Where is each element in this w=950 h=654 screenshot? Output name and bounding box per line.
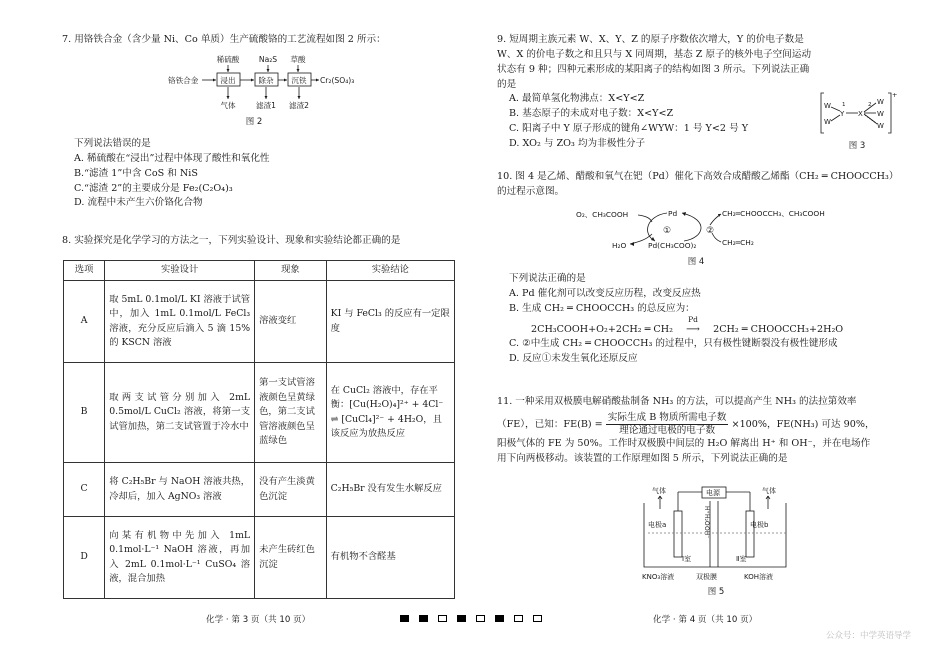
equation-arrow: ⟶ [686, 323, 700, 335]
cycle-right-bottom: CH₂═CH₂ [722, 238, 754, 247]
step-2: 除杂 [258, 76, 274, 85]
q7-stem: 7. 用铬铁合金（含少量 Ni、Co 单质）生产硫酸铬的工艺流程如图 2 所示： [62, 34, 386, 45]
output-2: 滤渣1 [255, 101, 277, 110]
q7-option-c[interactable]: C.“滤渣 2”的主要成分是 Fe₂(C₂O₄)₃ [74, 182, 233, 194]
q7-flowchart [168, 53, 368, 123]
row-b-option: B [64, 363, 105, 463]
gas-left-label: 气体 [652, 487, 666, 495]
water-label: H₂O [703, 514, 710, 526]
mark-filled [495, 615, 504, 622]
cycle-in-top: O₂、CH₃COOH [576, 210, 629, 219]
q10-option-c[interactable]: C. ②中生成 CH₂ ═ CHOOCCH₃ 的过程中，只有极性键断裂没有极性键形成 [509, 338, 838, 350]
label-1: 1 [842, 102, 846, 108]
equation-catalyst: Pd [688, 314, 698, 324]
q11-fe-tail: ×100%，FE(NH₃) 可达 90%， [731, 418, 875, 430]
row-a-design: 取 5mL 0.1mol/L KI 溶液于试管中，加入 1mL 0.1mol/L FeCl₃ 溶液，充分反应后滴入 5 滴 15% 的 KSCN 溶液 [105, 281, 255, 363]
q11-fe-numerator: 实际生成 B 物质所需电子数 [607, 411, 727, 423]
row-a-conclusion: KI 与 FeCl₃ 的反应有一定限度 [326, 281, 454, 363]
q8-experiment-table [63, 260, 455, 599]
step-3: 沉铁 [291, 76, 307, 85]
header-conclusion: 实验结论 [326, 261, 454, 281]
atom-y-1: Y [840, 110, 845, 118]
table-header-row [64, 261, 455, 281]
table-row[interactable] [64, 463, 455, 517]
question-11 [497, 395, 907, 467]
header-design: 实验设计 [105, 261, 255, 281]
row-d-conclusion: 有机物不含醛基 [326, 517, 454, 599]
q9-option-a[interactable]: A. 最简单氢化物沸点：X<Y<Z [509, 93, 645, 105]
question-8 [62, 234, 462, 249]
row-b-conclusion: 在 CuCl₂ 溶液中，存在平衡：[Cu(H₂O)₄]²⁺ + 4Cl⁻ ⇌ [CuCl₄]²⁻ + 4H₂O，且该反应为放热反应 [326, 363, 454, 463]
q11-stem: 11. 一种采用双极膜电解硝酸盐制备 NH₃ 的方法，可以提高产生 NH₃ 的法拉第效率 [497, 396, 857, 407]
table-row[interactable] [64, 281, 455, 363]
atom-w-4: W [877, 110, 884, 118]
q11-fe-denominator: 理论通过电极的电子数 [619, 424, 716, 436]
room-1-label: Ⅰ室 [682, 555, 692, 563]
q10-stem: 10. 图 4 是乙烯、醋酸和氧气在钯（Pd）催化下高效合成醋酸乙烯酯（CH₂ ═ CHOOCCH₃）的过程示意图。 [497, 171, 899, 197]
header-phenomenon: 现象 [255, 261, 327, 281]
mark-filled [419, 615, 428, 622]
gas-right-label: 气体 [762, 487, 776, 495]
atom-w-1: W [824, 102, 831, 110]
figure-2-caption: 图 2 [245, 117, 263, 127]
step-1: 浸出 [220, 76, 236, 85]
row-c-design: 将 C₂H₅Br 与 NaOH 溶液共热，冷却后，加入 AgNO₃ 溶液 [105, 463, 255, 517]
watermark: 公众号：中学英语导学 [826, 631, 912, 641]
q9-option-c[interactable]: C. 阳离子中 Y 原子形成的键角∠WYW：1 号 Y<2 号 Y [509, 123, 749, 135]
row-b-phenomenon: 第一支试管溶液颜色呈黄绿色，第二支试管溶液颜色呈蓝绿色 [255, 363, 327, 463]
mark-outline [514, 615, 523, 622]
atom-w-2: W [824, 118, 831, 126]
table-row[interactable] [64, 363, 455, 463]
mark-filled [457, 615, 466, 622]
ion-down-label: OH⁻ [703, 526, 710, 539]
q10-option-a[interactable]: A. Pd 催化剂可以改变反应历程，改变反应热 [509, 287, 701, 299]
row-d-design: 向某有机物中先加入 1mL 0.1mol·L⁻¹ NaOH 溶液，再加入 2mL 0.1mol·L⁻¹ CuSO₄ 溶液，混合加热 [105, 517, 255, 599]
figure-3-caption: 图 3 [848, 141, 866, 151]
row-d-phenomenon: 未产生砖红色沉淀 [255, 517, 327, 599]
label-2: 2 [868, 102, 872, 108]
solution-left-label: KNO₃溶液 [642, 573, 675, 581]
row-a-phenomenon: 溶液变红 [255, 281, 327, 363]
q8-stem: 8. 实验探究是化学学习的方法之一，下列实验设计、现象和实验结论都正确的是 [62, 235, 401, 246]
q10-option-d[interactable]: D. 反应①未发生氧化还原反应 [509, 353, 638, 365]
reagent-2: Na₂S [258, 55, 278, 64]
q11-electrolysis-cell [638, 485, 796, 585]
electrode-a-label: 电极a [648, 521, 667, 529]
row-a-option: A [64, 281, 105, 363]
atom-x: X [858, 110, 863, 118]
q11-fe-fraction [606, 412, 729, 437]
output-1: 气体 [220, 101, 236, 110]
mark-outline [533, 615, 542, 622]
q11-fe-line [497, 412, 907, 437]
q11-line-3: 阳极气体的 FE 为 50%。工作时双极膜中间层的 H₂O 解离出 H⁺ 和 OH⁻，并在电场作 [497, 437, 871, 449]
q9-option-d[interactable]: D. XO₂ 与 ZO₃ 均为非极性分子 [509, 138, 646, 150]
row-d-option: D [64, 517, 105, 599]
q9-stem: 9. 短周期主族元素 W、X、Y、Z 的原子序数依次增大，Y 的价电子数是 W、X 的价电子数之和且只与 X 同周期，基态 Z 原子的核外电子空间运动状态有 9 种；四种元素形成的某阳离子的结构如图 3 所示。下列说法正确的是 [497, 34, 812, 90]
cycle-step-1: ① [663, 226, 672, 236]
q11-fe-intro: （FE），已知：FE(B) = [497, 418, 603, 430]
mark-filled [400, 615, 409, 622]
q7-prompt: 下列说法错误的是 [74, 138, 151, 149]
equation-left: 2CH₃COOH+O₂+2CH₂ ═ CH₂ [531, 323, 673, 335]
footer-right-page: 化学 · 第 4 页（共 10 页） [653, 615, 758, 625]
row-c-option: C [64, 463, 105, 517]
q9-option-b[interactable]: B. 基态原子的未成对电子数：X<Y<Z [509, 108, 674, 120]
solution-right-label: KOH溶液 [744, 573, 773, 581]
footer-left-page: 化学 · 第 3 页（共 10 页） [206, 615, 311, 625]
power-label: 电源 [706, 489, 720, 497]
q10-body [497, 272, 907, 367]
ion-up-label: H⁺ [703, 506, 710, 514]
figure-4-caption: 图 4 [687, 257, 705, 267]
q7-option-a[interactable]: A. 稀硫酸在“浸出”过程中体现了酸性和氧化性 [74, 152, 270, 164]
membrane-label: 双极膜 [696, 573, 717, 581]
cycle-in-bottom: H₂O [612, 241, 627, 250]
header-option: 选项 [64, 261, 105, 281]
row-c-phenomenon: 没有产生淡黄色沉淀 [255, 463, 327, 517]
mark-outline [438, 615, 447, 622]
question-10 [497, 170, 907, 200]
q10-prompt: 下列说法正确的是 [509, 273, 586, 284]
table-row[interactable] [64, 517, 455, 599]
q11-line-4: 用下向两极移动。该装置的工作原理如图 5 所示，下列说法正确的是 [497, 452, 788, 464]
q7-body [62, 137, 462, 211]
cycle-center-top: Pd [668, 209, 678, 218]
cycle-center-bottom: Pd(CH₃COO)₂ [648, 241, 697, 250]
mark-outline [476, 615, 485, 622]
flow-start: 铬铁合金 [168, 76, 199, 85]
q10-option-b[interactable]: B. 生成 CH₂ ═ CHOOCCH₃ 的总反应为： [509, 302, 695, 314]
cycle-step-2: ② [706, 226, 715, 236]
question-9 [497, 33, 815, 152]
room-2-label: Ⅱ室 [736, 555, 747, 563]
registration-marks [395, 612, 547, 627]
q9-cation-structure [820, 90, 900, 136]
reagent-3: 草酸 [290, 55, 306, 64]
q10-equation [497, 314, 907, 338]
electrode-b-label: 电极b [750, 521, 769, 529]
q7-option-d[interactable]: D. 流程中未产生六价铬化合物 [74, 197, 203, 209]
reagent-1: 稀硫酸 [216, 55, 240, 64]
atom-w-5: W [877, 122, 884, 130]
flow-product: Cr₂(SO₄)₃ [320, 76, 355, 85]
cation-charge: + [892, 91, 898, 99]
cycle-right-top: CH₂═CHOOCCH₃、CH₃COOH [722, 209, 825, 218]
q10-catalytic-cycle [576, 204, 876, 254]
equation-right: 2CH₂ ═ CHOOCCH₃+2H₂O [713, 323, 844, 335]
q7-option-b[interactable]: B.“滤渣 1”中含 CoS 和 NiS [74, 167, 198, 179]
figure-5-caption: 图 5 [707, 587, 725, 597]
row-b-design: 取两支试管分别加入 2mL 0.5mol/L CuCl₂ 溶液，将第一支试管加热，第二支试管置于冷水中 [105, 363, 255, 463]
question-7 [62, 33, 462, 48]
row-c-conclusion: C₂H₅Br 没有发生水解反应 [326, 463, 454, 517]
atom-w-3: W [877, 98, 884, 106]
output-3: 滤渣2 [288, 101, 310, 110]
